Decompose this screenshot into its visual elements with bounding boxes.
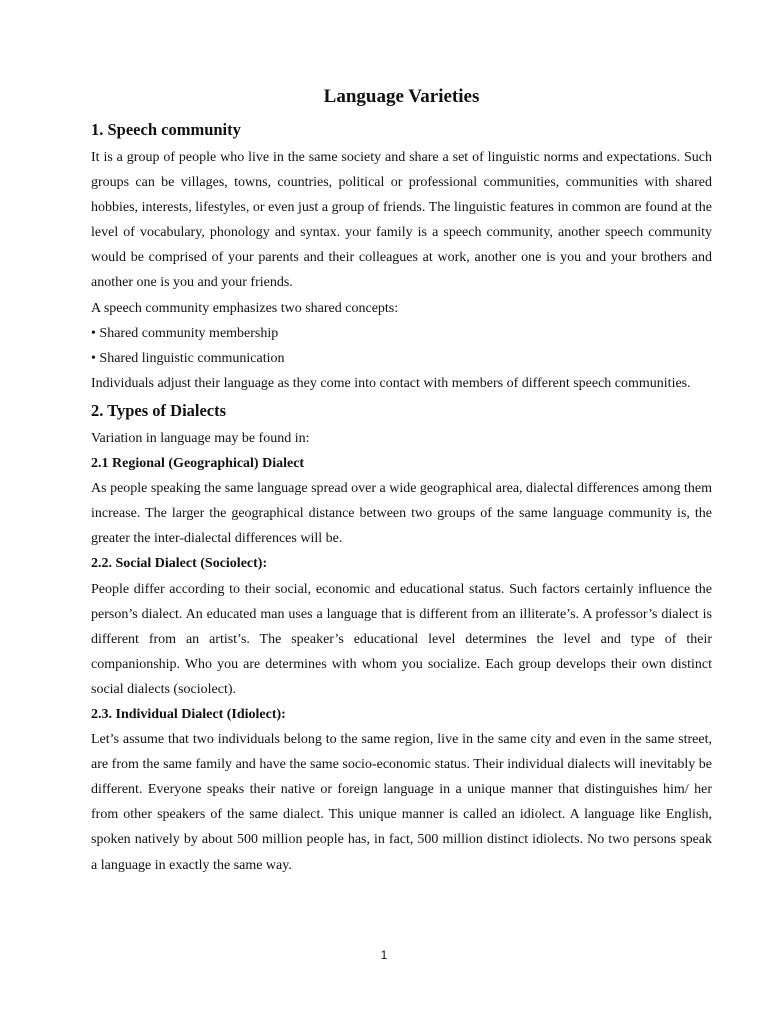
section1-heading: 1. Speech community bbox=[91, 120, 241, 139]
subsection-social-text: People differ according to their social, economic and educational status. Such factors certainly influence the person’s dialect. An educated man uses a language that is different from an illiterate’s. A professor’s dialect is different from an artist’s. The speaker’s educational level determines the level and type of their companionship. Who you are determines with whom you socialize. Each group develops their own distinct social dialects (sociolect). bbox=[91, 581, 712, 697]
subsection-individual-text: Let’s assume that two individuals belong to the same region, live in the same city and even in the same street, are from the same family and have the same socio-economic status. Their individual dialects will inevitably be different. Everyone speaks their native or foreign language in a unique manner that distinguishes him/ her from other speakers of the same dialect. This unique manner is called an idiolect. A language like English, spoken natively by about 500 million people has, in fact, 500 million distinct idiolects. No two persons speak a language in exactly the same way. bbox=[91, 732, 712, 873]
section2-intro: Variation in language may be found in: bbox=[91, 430, 310, 446]
document-title: Language Varieties bbox=[323, 86, 480, 107]
section1-paragraph-2: Individuals adjust their language as they come into contact with members of different speech communities. bbox=[91, 375, 691, 391]
section1-paragraph-1: It is a group of people who live in the same society and share a set of linguistic norms and expectations. Such groups can be villages, towns, countries, political or professional communities, communities with shared hobbies, interests, lifestyles, or even just a group of friends. The linguistic features in common are found at the level of vocabulary, phonology and syntax. your family is a speech community, another speech community would be comprised of your parents and their colleagues at work, another one is you and your brothers and another one is you and your friends. bbox=[91, 150, 712, 291]
subsection-social-heading: 2.2. Social Dialect (Sociolect): bbox=[91, 556, 268, 572]
subsection-individual-heading: 2.3. Individual Dialect (Idiolect): bbox=[91, 706, 286, 722]
bullet-item-1: • Shared community membership bbox=[91, 325, 279, 341]
page-number: 1 bbox=[380, 948, 388, 962]
section1-intro: A speech community emphasizes two shared concepts: bbox=[91, 300, 399, 316]
bullet-item-2: • Shared linguistic communication bbox=[91, 350, 285, 366]
document-page bbox=[91, 84, 712, 878]
section2-heading: 2. Types of Dialects bbox=[91, 400, 227, 420]
subsection-regional-heading: 2.1 Regional (Geographical) Dialect bbox=[91, 456, 305, 472]
subsection-regional-text: As people speaking the same language spread over a wide geographical area, dialectal differences among them increase. The larger the geographical distance between two groups of the same language community is, the greater the inter-dialectal differences will be. bbox=[91, 481, 712, 547]
